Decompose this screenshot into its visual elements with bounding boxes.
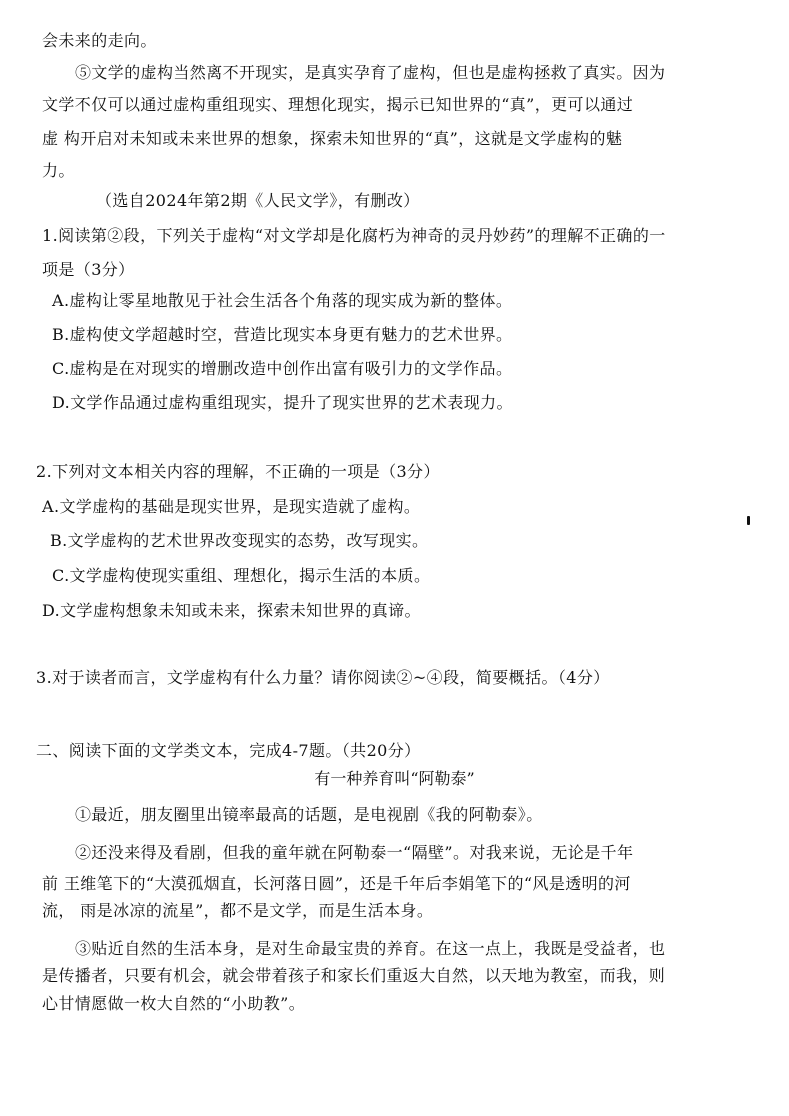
question-2-stem: 2.下列对文本相关内容的理解，不正确的一项是（3分） <box>36 462 440 481</box>
article-paragraph-line: 心甘情愿做一枚大自然的“小助教”。 <box>42 994 306 1013</box>
section-2-heading: 二、阅读下面的文学类文本，完成4-7题。（共20分） <box>36 741 421 760</box>
passage-line: 虚 构开启对未知或未来世界的想象，探索未知世界的“真”，这就是文学虚构的魅 <box>42 129 623 148</box>
passage-line: 力。 <box>42 161 75 180</box>
stray-ink-mark <box>747 516 750 525</box>
question-1-option-c: C.虚构是在对现实的增删改造中创作出富有吸引力的文学作品。 <box>52 359 513 378</box>
article-paragraph-line: 流， 雨是冰凉的流星”，都不是文学，而是生活本身。 <box>42 901 434 920</box>
article-paragraph-line: ③贴近自然的生活本身，是对生命最宝贵的养育。在这一点上，我既是受益者，也 <box>75 939 666 958</box>
question-2-option-a: A.文学虚构的基础是现实世界，是现实造就了虚构。 <box>42 497 421 516</box>
question-1-stem: 项是（3分） <box>42 260 135 279</box>
article-paragraph-line: 前 王维笔下的“大漠孤烟直，长河落日圆”，还是千年后李娟笔下的“风是透明的河 <box>42 874 631 893</box>
article-title: 有一种养育叫“阿勒泰” <box>314 769 475 788</box>
passage-line: 文学不仅可以通过虚构重组现实、理想化现实，揭示已知世界的“真”，更可以通过 <box>42 95 634 114</box>
article-paragraph-line: ①最近，朋友圈里出镜率最高的话题，是电视剧《我的阿勒泰》。 <box>75 805 543 824</box>
passage-line: ⑤文学的虚构当然离不开现实，是真实孕育了虚构，但也是虚构拯救了真实。因为 <box>75 63 666 82</box>
question-2-option-d: D.文学虚构想象未知或未来，探索未知世界的真谛。 <box>42 601 421 620</box>
passage-line: 会未来的走向。 <box>42 31 157 50</box>
source-citation: （选自2024年第2期《人民文学》，有删改） <box>96 191 420 210</box>
question-3-stem: 3.对于读者而言，文学虚构有什么力量？请你阅读②~④段，简要概括。（4分） <box>36 668 610 687</box>
question-2-option-c: C.文学虚构使现实重组、理想化，揭示生活的本质。 <box>52 566 431 585</box>
question-1-option-b: B.虚构使文学超越时空，营造比现实本身更有魅力的艺术世界。 <box>52 325 513 344</box>
article-paragraph-line: 是传播者，只要有机会，就会带着孩子和家长们重返大自然，以天地为教室，而我，则 <box>42 966 666 985</box>
question-2-option-b: B.文学虚构的艺术世界改变现实的态势，改写现实。 <box>50 531 429 550</box>
article-paragraph-line: ②还没来得及看剧，但我的童年就在阿勒泰一“隔壁”。对我来说，无论是千年 <box>75 843 634 862</box>
question-1-option-a: A.虚构让零星地散见于社会生活各个角落的现实成为新的整体。 <box>52 291 513 310</box>
question-1-option-d: D.文学作品通过虚构重组现实，提升了现实世界的艺术表现力。 <box>52 393 513 412</box>
question-1-stem: 1.阅读第②段，下列关于虚构“对文学却是化腐朽为神奇的灵丹妙药”的理解不正确的一 <box>42 226 666 245</box>
